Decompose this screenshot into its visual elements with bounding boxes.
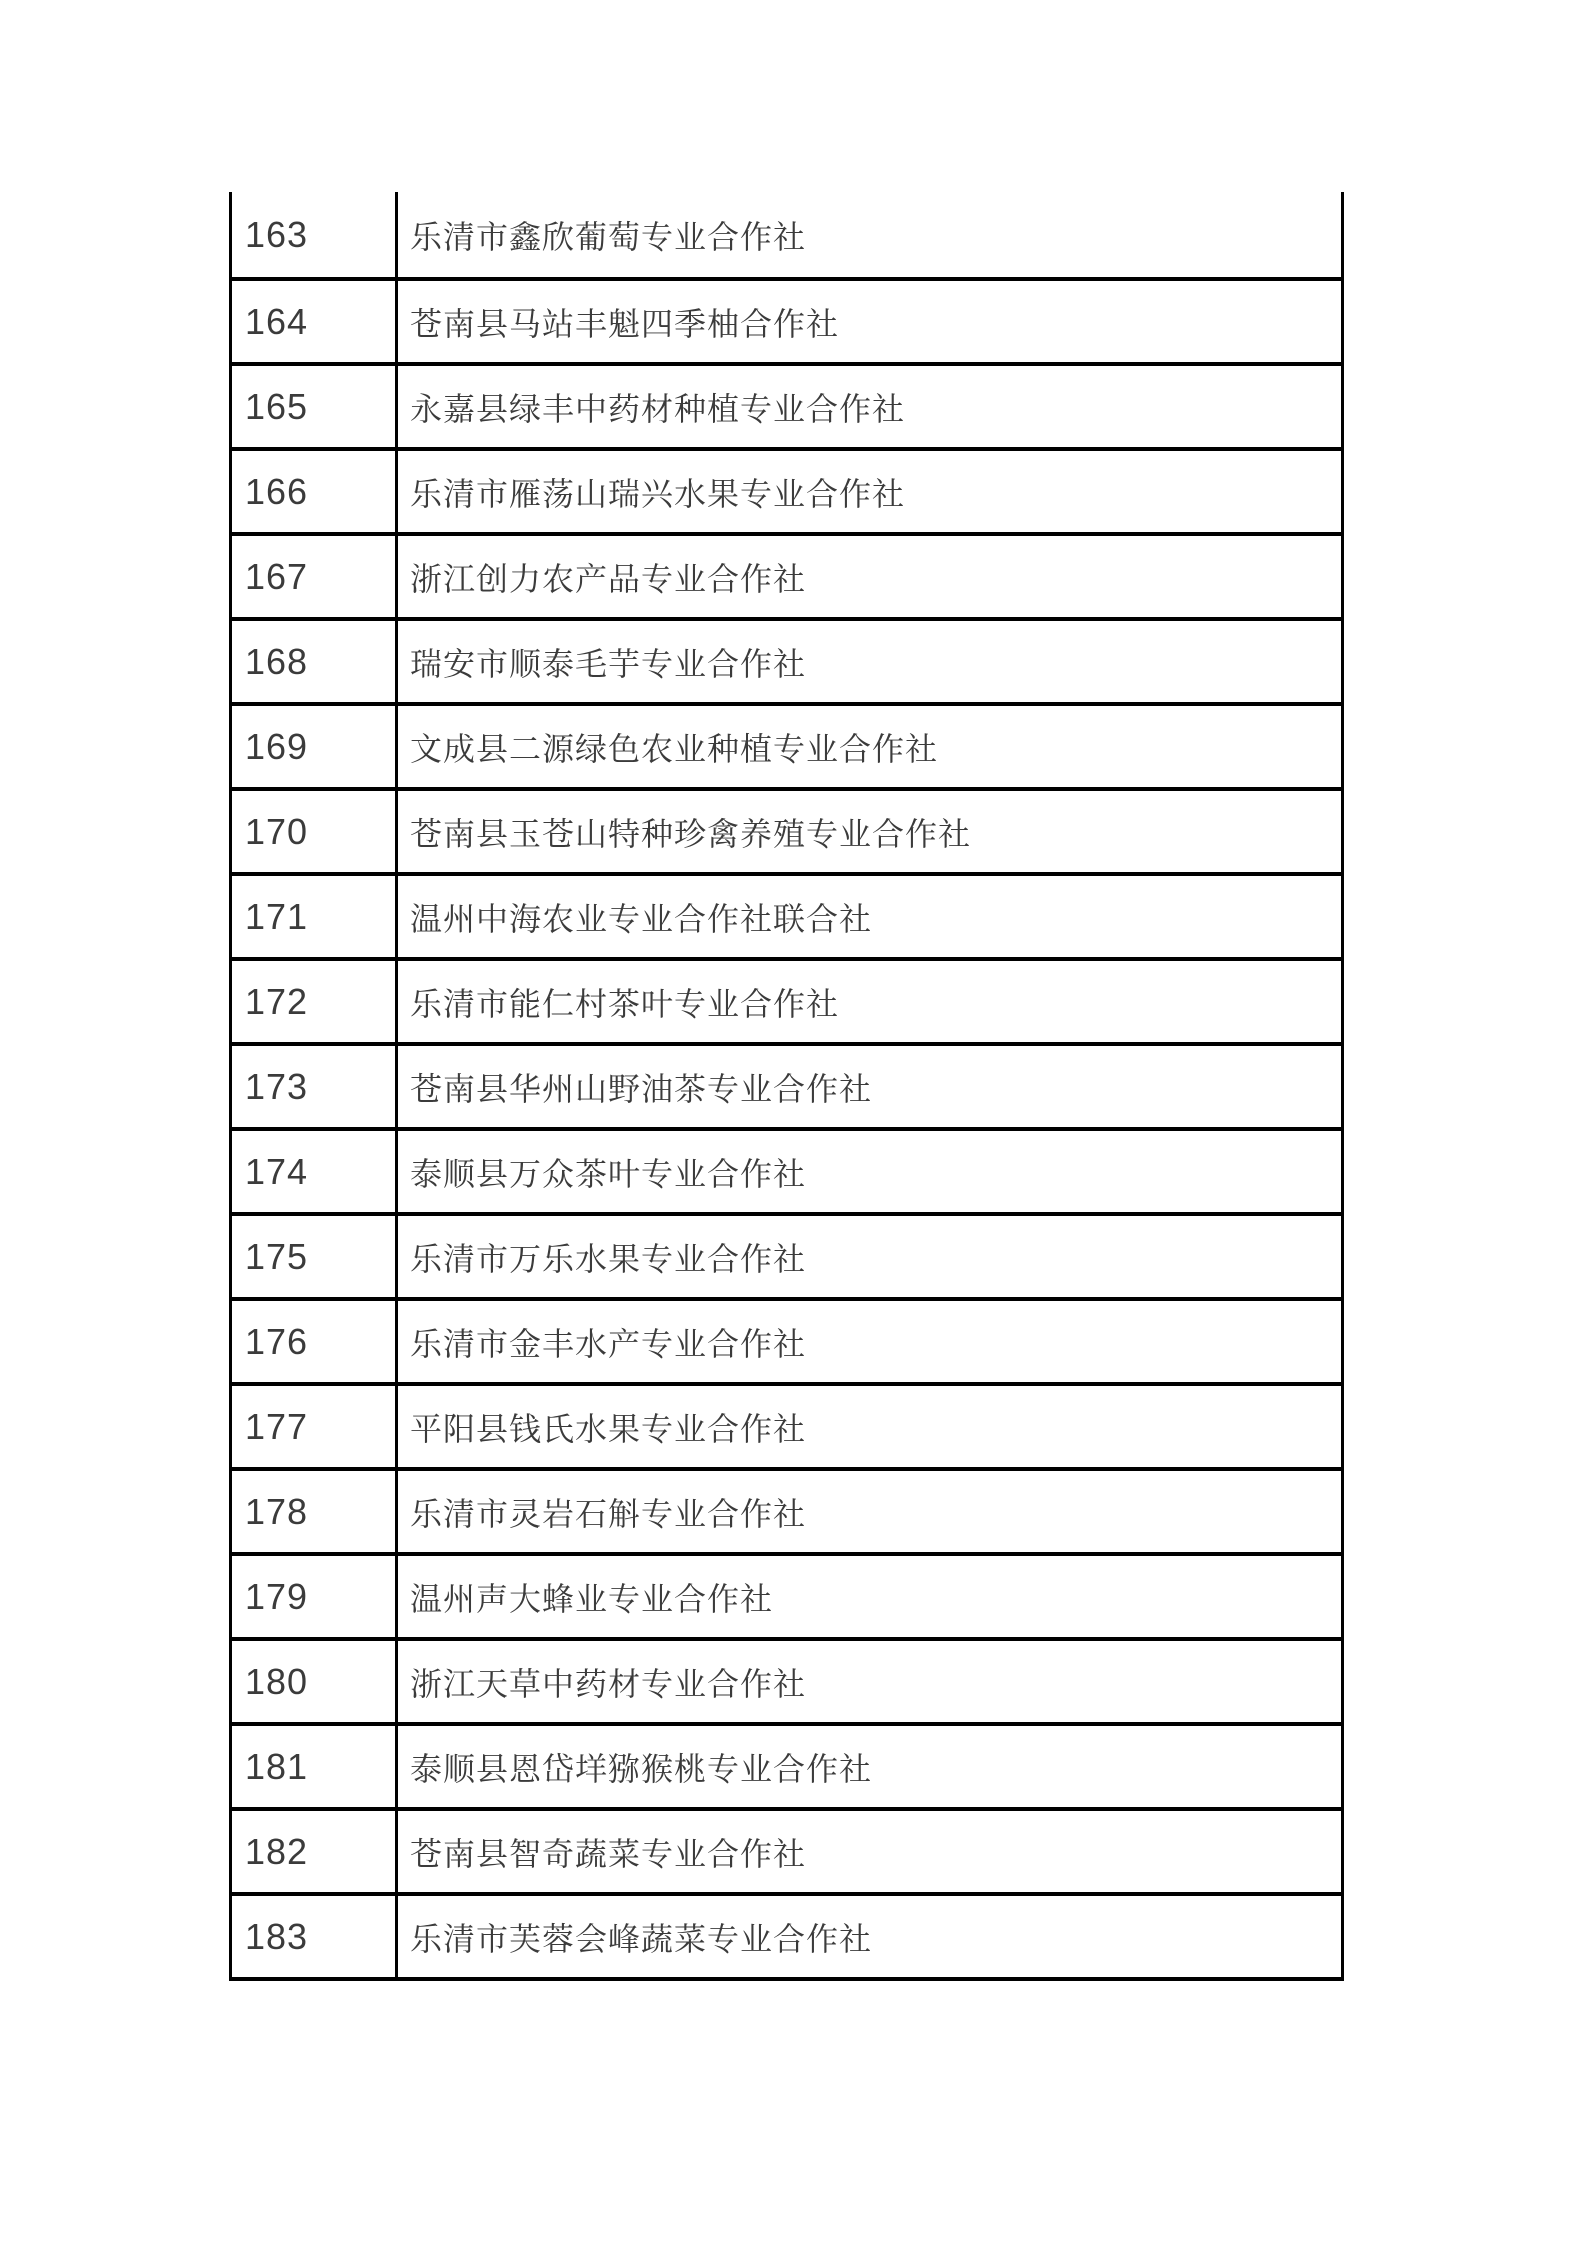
cooperative-name-cell: 苍南县华州山野油茶专业合作社 — [410, 1070, 873, 1107]
table-row — [232, 1042, 1341, 1127]
cooperative-name-cell: 温州中海农业专业合作社联合社 — [410, 900, 873, 937]
row-number-cell: 183 — [232, 1896, 398, 1977]
row-number-cell: 180 — [232, 1641, 398, 1722]
cooperative-name-cell: 苍南县玉苍山特种珍禽养殖专业合作社 — [410, 815, 972, 852]
table-row — [232, 532, 1341, 617]
table-row — [232, 702, 1341, 787]
cooperative-name-cell: 泰顺县恩岱垟猕猴桃专业合作社 — [410, 1750, 873, 1787]
table-row — [232, 1722, 1341, 1807]
cooperative-list-table — [229, 192, 1344, 1981]
cooperative-name-cell: 乐清市鑫欣葡萄专业合作社 — [410, 218, 807, 255]
cooperative-name-cell: 苍南县马站丰魁四季柚合作社 — [410, 305, 840, 342]
cooperative-name-cell: 瑞安市顺泰毛芋专业合作社 — [410, 645, 807, 682]
cooperative-name-cell: 泰顺县万众茶叶专业合作社 — [410, 1155, 807, 1192]
cooperative-name-cell: 乐清市金丰水产专业合作社 — [410, 1325, 807, 1362]
row-number-cell: 169 — [232, 706, 398, 787]
table-row — [232, 1552, 1341, 1637]
cooperative-name-cell: 浙江天草中药材专业合作社 — [410, 1665, 807, 1702]
cooperative-name-cell: 苍南县智奇蔬菜专业合作社 — [410, 1835, 807, 1872]
table-row — [232, 447, 1341, 532]
table-row — [232, 1127, 1341, 1212]
row-number-cell: 166 — [232, 451, 398, 532]
row-number-cell: 179 — [232, 1556, 398, 1637]
cooperative-name-cell: 浙江创力农产品专业合作社 — [410, 560, 807, 597]
cooperative-name-cell: 温州声大蜂业专业合作社 — [410, 1580, 774, 1617]
row-number-cell: 173 — [232, 1046, 398, 1127]
row-number-cell: 164 — [232, 281, 398, 362]
row-number-cell: 177 — [232, 1386, 398, 1467]
table-row — [232, 1382, 1341, 1467]
cooperative-name-cell: 乐清市万乐水果专业合作社 — [410, 1240, 807, 1277]
row-number-cell: 174 — [232, 1131, 398, 1212]
cooperative-name-cell: 乐清市芙蓉会峰蔬菜专业合作社 — [410, 1920, 873, 1957]
cooperative-name-cell: 永嘉县绿丰中药材种植专业合作社 — [410, 390, 906, 427]
table-row — [232, 192, 1341, 277]
table-row — [232, 617, 1341, 702]
cooperative-name-cell: 平阳县钱氏水果专业合作社 — [410, 1410, 807, 1447]
row-number-cell: 176 — [232, 1301, 398, 1382]
table-row — [232, 362, 1341, 447]
table-row — [232, 277, 1341, 362]
table-row — [232, 872, 1341, 957]
table-row — [232, 1297, 1341, 1382]
table-row — [232, 1467, 1341, 1552]
cooperative-name-cell: 乐清市能仁村茶叶专业合作社 — [410, 985, 840, 1022]
table-row — [232, 1807, 1341, 1892]
cooperative-name-cell: 乐清市雁荡山瑞兴水果专业合作社 — [410, 475, 906, 512]
row-number-cell: 181 — [232, 1726, 398, 1807]
row-number-cell: 172 — [232, 961, 398, 1042]
row-number-cell: 182 — [232, 1811, 398, 1892]
row-number-cell: 163 — [232, 192, 398, 277]
row-number-cell: 168 — [232, 621, 398, 702]
row-number-cell: 170 — [232, 791, 398, 872]
table-row — [232, 957, 1341, 1042]
table-row — [232, 1637, 1341, 1722]
table-row — [232, 1892, 1341, 1977]
row-number-cell: 171 — [232, 876, 398, 957]
cooperative-name-cell: 文成县二源绿色农业种植专业合作社 — [410, 730, 939, 767]
table-row — [232, 787, 1341, 872]
row-number-cell: 167 — [232, 536, 398, 617]
row-number-cell: 175 — [232, 1216, 398, 1297]
cooperative-name-cell: 乐清市灵岩石斛专业合作社 — [410, 1495, 807, 1532]
table-row — [232, 1212, 1341, 1297]
row-number-cell: 165 — [232, 366, 398, 447]
row-number-cell: 178 — [232, 1471, 398, 1552]
